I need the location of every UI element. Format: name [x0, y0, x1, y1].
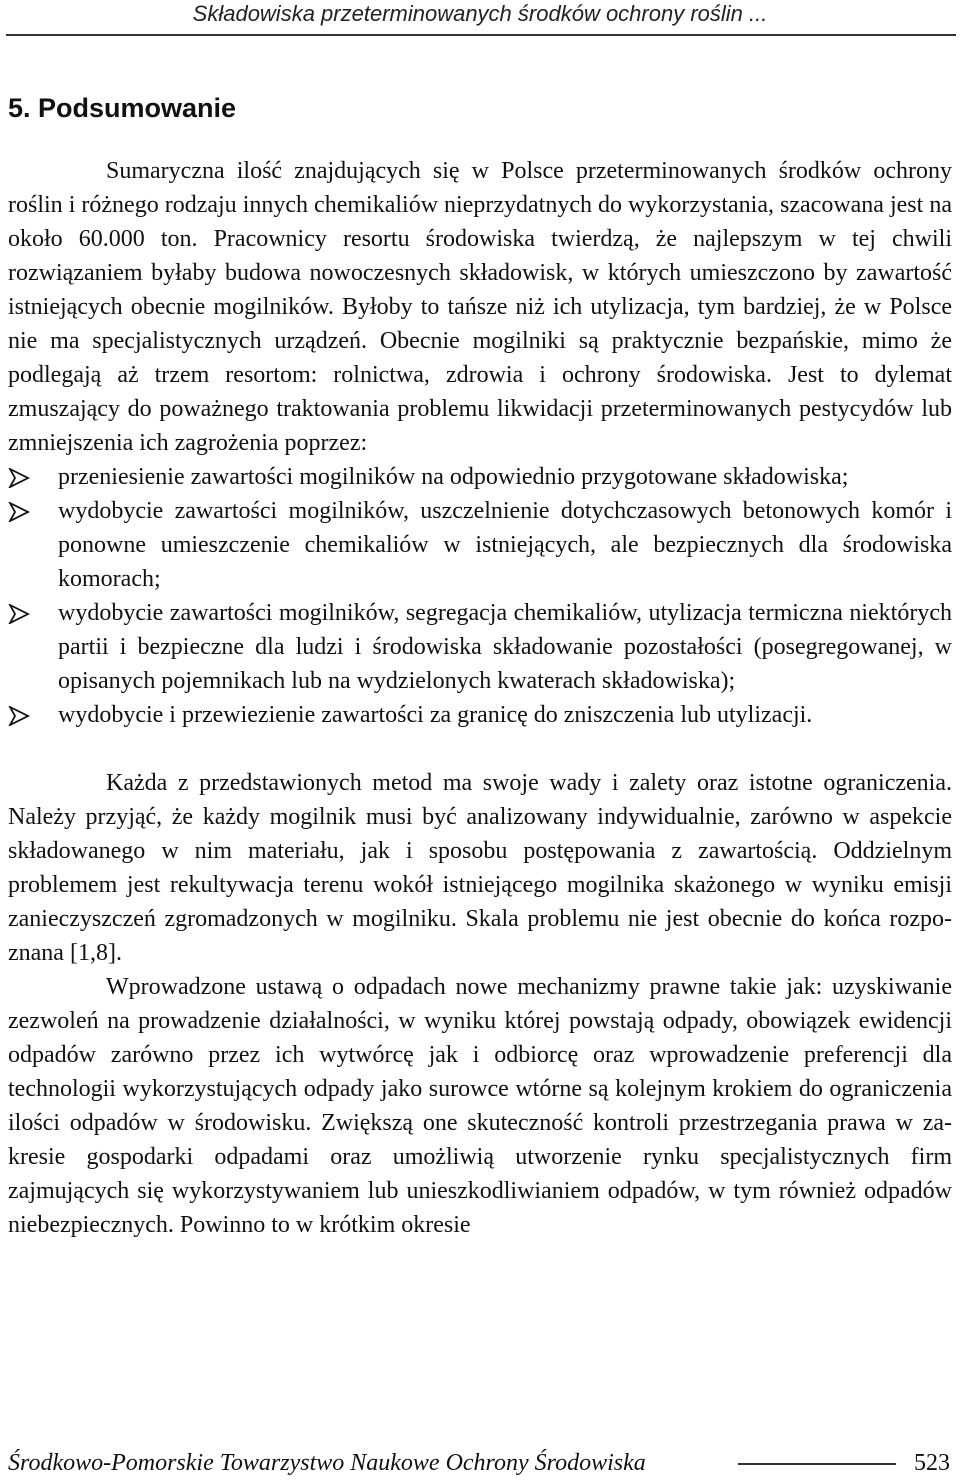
methods-list	[8, 460, 952, 732]
arrowhead-bullet-icon	[8, 698, 36, 732]
paragraph-third: Wprowadzone ustawą o odpadach nowe mechanizmy prawne takie jak: uzyskiwanie zezwoleń na prowadzenie działalności, w wyniku której powstają odpady, obowiązek ewidencji odpadów zarówno przez ich wytwórcę jak i odbiorcę oraz wprowadzenie preferencji dla technologii wykorzystujących odpady jako surowce wtórne są kolejnym krokiem do ograniczenia ilości odpadów w środowisku. Zwiększą one skuteczność kontroli przestrzegania prawa w zakresie gospodarki odpadami oraz umożliwią utworzenie rynku specjalistycznych firm zajmujących się wykorzystywaniem lub unieszkodliwianiem odpadów, w tym również odpadów niebezpiecznych. Powinno to w krótkim okresie	[8, 974, 952, 1238]
footer-rule	[738, 1463, 896, 1465]
page-number: 523	[914, 1450, 950, 1476]
paragraph-second: Każda z przedstawionych metod ma swoje wady i zalety oraz istotne ograniczenia. Należy przyjąć, że każdy mogilnik musi być analizowany indywidualnie, zarówno w aspekcie składowanego w nim materiału, jak i sposobu postępowania z zawartością. Oddzielnym problemem jest rekultywacja terenu wokół istniejącego mogilnika skażonego w wyniku emisji zanieczyszczeń zgromadzonych w mogilniku. Skala problemu nie jest obecnie do końca rozpoznana [1,8].	[8, 770, 952, 966]
paragraph-intro: Sumaryczna ilość znajdujących się w Polsce przeterminowanych środków ochrony roślin i różnego rodzaju innych chemikaliów nieprzydatnych do wykorzystania, szacowana jest na około 60.000 ton. Pracownicy resortu środowiska twierdzą, że najlepszym w tej chwili rozwiązaniem byłaby budowa nowoczesnych składowisk, w których umieszczono by zawartość istniejących obecnie mogilników. Byłoby to tańsze niż ich utylizacja, tym bardziej, że w Polsce nie ma specjalistycznych urządzeń. Obecnie mogilniki są praktycznie bezpańskie, mimo że podlegają aż trzem resortom: rolnictwa, zdrowia i ochrony środowiska. Jest to dylemat zmuszający do poważnego traktowania problemu likwidacji przeterminowanych pestycydów lub zmniejszenia ich zagrożenia poprzez:	[8, 158, 952, 456]
footer-publisher: Środkowo-Pomorskie Towarzystwo Naukowe Ochrony Środowiska	[8, 1450, 646, 1476]
list-item	[8, 494, 952, 596]
header-rule	[6, 34, 956, 36]
arrowhead-bullet-icon	[8, 596, 36, 630]
running-footer	[8, 1446, 952, 1480]
list-item	[8, 596, 952, 698]
list-item-text: wydobycie i przewiezienie zawartości za granicę do zniszczenia lub utylizacji.	[58, 702, 813, 728]
arrowhead-bullet-icon	[8, 460, 36, 494]
running-header: Składowiska przeterminowanych środków ochrony roślin ...	[192, 1, 768, 26]
section-heading: 5. Podsumowanie	[8, 93, 237, 123]
page-content	[8, 80, 952, 1242]
list-item-text: przeniesienie zawartości mogilników na odpowiednio przygotowane składowiska;	[58, 464, 849, 490]
list-item	[8, 460, 952, 494]
list-item-text: wydobycie zawartości mogilników, segregacja chemikaliów, utylizacja termiczna niektórych partii i bezpieczne dla ludzi i środowiska składowanie pozostałości (posegregowanej, w opisanych pojemnikach lub na wydzielonych kwaterach składowiska);	[58, 600, 952, 694]
arrowhead-bullet-icon	[8, 494, 36, 528]
list-item	[8, 698, 952, 732]
list-item-text: wydobycie zawartości mogilników, uszczelnienie dotychczasowych betonowych komór i ponowne umieszczenie chemikaliów w istniejących, ale bezpiecznych dla środowiska komorach;	[58, 498, 952, 592]
